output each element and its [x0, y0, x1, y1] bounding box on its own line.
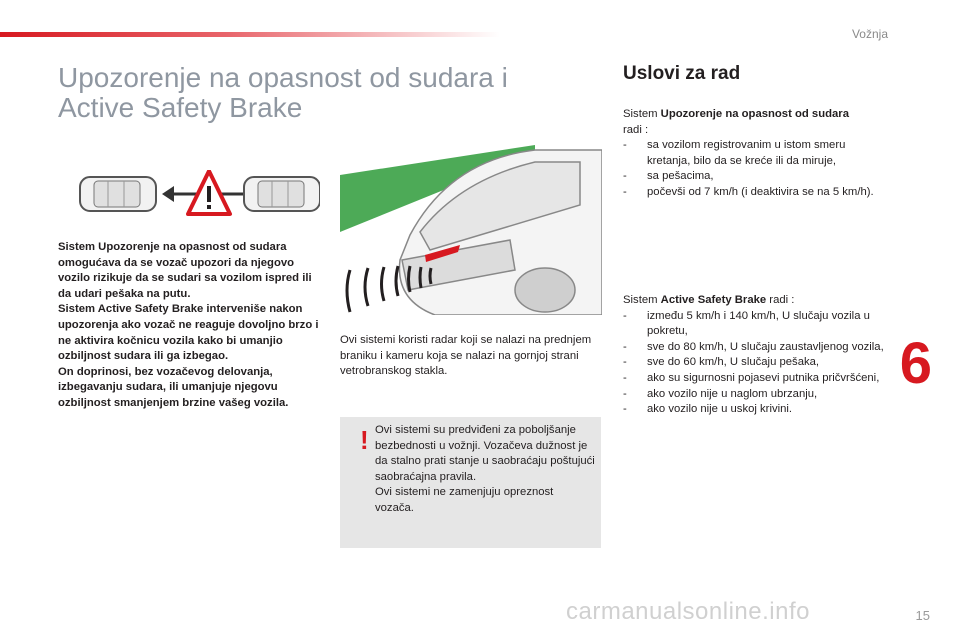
collision-warning-conditions [623, 107, 885, 201]
warning-box [340, 417, 601, 548]
warning-paragraph: Ovi sistemi ne zamenjuju opreznost vozača. [375, 486, 554, 514]
list-item: - ako vozilo nije u uskoj krivini. [623, 402, 885, 418]
system-name: Active Safety Brake [660, 294, 767, 306]
conditions-heading: Uslovi za rad [623, 63, 741, 84]
conditions-list [623, 309, 885, 418]
chapter-number: 6 [899, 331, 932, 396]
intro-paragraph: Sistem Upozorenje na opasnost od sudara omogućava da se vozač upozori da njegovo vozilo rizikuje da se sudari sa vozilom ispred ili da udari pešaka na putu. [58, 241, 312, 300]
list-item: - sve do 80 km/h, U slučaju zaustavljenog vozila, [623, 340, 885, 356]
section-label: Vožnja [851, 27, 888, 41]
page-number: 15 [915, 608, 930, 623]
conditions-intro: Sistem Upozorenje na opasnost od sudara radi : [623, 108, 849, 136]
warning-paragraph: Ovi sistemi su predviđeni za poboljšanje bezbednosti u vožnji. Vozačeva dužnost je da stalno prati stanje u saobraćaju poštujući saobraćajna pravila. [375, 424, 595, 483]
system-name: Upozorenje na opasnost od sudara [660, 108, 849, 120]
list-item: - ako vozilo nije u naglom ubrzanju, [623, 387, 885, 403]
watermark: carmanualsonline.info [566, 598, 810, 625]
rear-vehicle-icon [80, 177, 156, 211]
list-item: - sa vozilom registrovanim u istom smeru kretanja, bilo da se kreće ili da miruje, [623, 138, 885, 169]
active-safety-brake-conditions [623, 293, 885, 418]
list-item: - sa pešacima, [623, 169, 885, 185]
list-item: - između 5 km/h i 140 km/h, U slučaju vozila u pokretu, [623, 309, 885, 340]
front-vehicle-icon [244, 177, 320, 211]
list-item: - počevši od 7 km/h (i deaktivira se na 5 km/h). [623, 185, 885, 201]
intro-paragraph: On doprinosi, bez vozačevog delovanja, izbegavanju sudara, ili umanjuje njegovu ozbiljnost smanjenjem brzine vašeg vozila. [58, 365, 289, 409]
warning-exclamation-icon: ! [360, 425, 369, 455]
intro-text [58, 240, 320, 412]
intro-paragraph: Sistem Active Safety Brake interveniše nakon upozorenja ako vozač ne reaguje dovoljno brzo i ne aktivira kočnicu vozila kako bi umanjio ozbiljnost sudara ili ga izbegao. [58, 303, 319, 363]
page-title-line-1: Upozorenje na opasnost od sudara i [58, 62, 508, 93]
radar-camera-illustration [340, 140, 602, 315]
page-title-line-2: Active Safety Brake [58, 92, 303, 123]
list-item: - ako su sigurnosni pojasevi putnika pričvršćeni, [623, 371, 885, 387]
collision-warning-illustration [58, 170, 320, 220]
system-description: Ovi sistemi koristi radar koji se nalazi na prednjem braniku i kameru koja se nalazi na gornjoj strani vetrobranskog stakla. [340, 334, 592, 378]
warning-text [375, 423, 595, 517]
header-accent-bar [0, 32, 500, 37]
conditions-intro: Sistem Active Safety Brake radi : [623, 294, 795, 306]
list-item: - sve do 60 km/h, U slučaju pešaka, [623, 355, 885, 371]
conditions-list [623, 138, 885, 200]
page-title [58, 63, 538, 123]
